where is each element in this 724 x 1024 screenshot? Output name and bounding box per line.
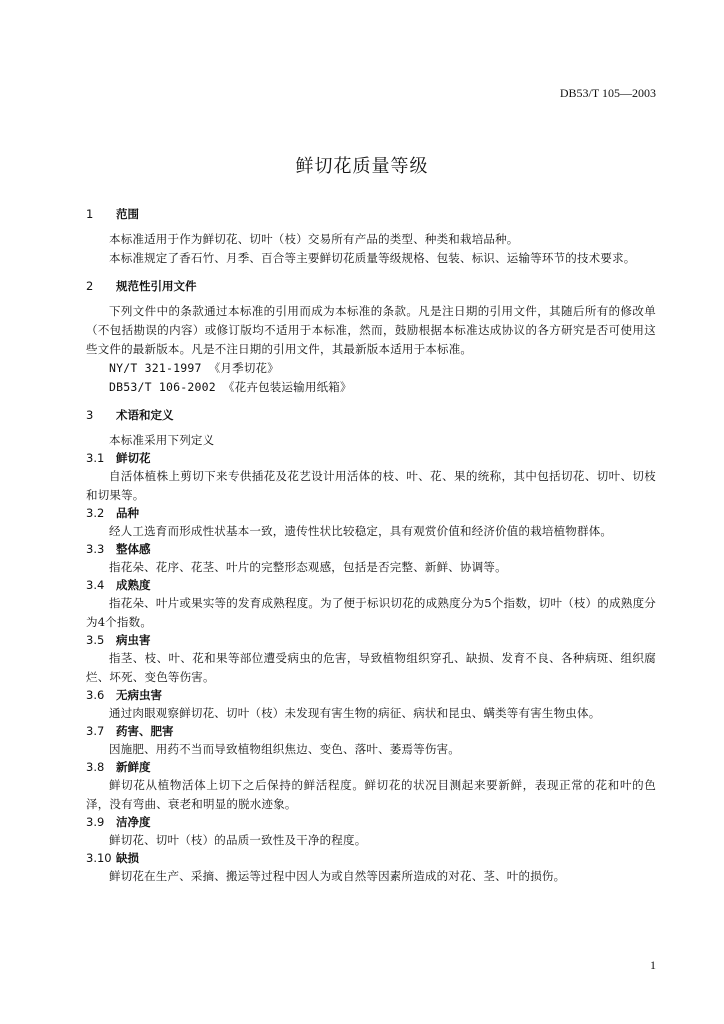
term-definition: 指花朵、花序、花茎、叶片的完整形态观感，包括是否完整、新鲜、协调等。: [109, 560, 507, 574]
term-heading: [86, 450, 656, 466]
term-title: 新鲜度: [116, 760, 151, 774]
paragraph: 下列文件中的条款通过本标准的引用而成为本标准的条款。凡是注日期的引用文件，其随后所有的修改单（不包括勘误的内容）或修订版均不适用于本标准，然而，鼓励根据本标准达成协议的各方研究是否可使用这些文件的最新版本。凡是不注日期的引用文件，其最新版本适用于本标准。: [86, 304, 656, 356]
term-definition: 指花朵、叶片或果实等的发育成熟程度。为了便于标识切花的成熟度分为5个指数，切叶（枝）的成熟度分为4个指数。: [86, 596, 656, 629]
section-title: 术语和定义: [116, 408, 174, 422]
section-number: 1: [86, 207, 94, 221]
term-definition: 经人工选育而形成性状基本一致，遗传性状比较稳定，具有观赏价值和经济价值的栽培植物群体。: [109, 524, 613, 538]
term-heading: [86, 577, 656, 593]
paragraph: 本标准规定了香石竹、月季、百合等主要鲜切花质量等级规格、包装、标识、运输等环节的技术要求。: [109, 251, 636, 265]
section-heading-normative-references: [86, 278, 656, 294]
term-definition: 鲜切花、切叶（枝）的品质一致性及干净的程度。: [109, 833, 367, 847]
term-definition: 自活体植株上剪切下来专供插花及花艺设计用活体的枝、叶、花、果的统称，其中包括切花、切叶、切枝和切果等。: [86, 469, 656, 502]
term-definition: 通过肉眼观察鲜切花、切叶（枝）未发现有害生物的病征、病状和昆虫、螨类等有害生物虫体。: [109, 706, 601, 720]
term-definition: 指茎、枝、叶、花和果等部位遭受病虫的危害，导致植物组织穿孔、缺损、发育不良、各种病斑、组织腐烂、坏死、变色等伤害。: [86, 651, 656, 684]
term-number: 3.2: [86, 506, 105, 520]
document-body: [86, 206, 656, 886]
term-number: 3.7: [86, 724, 105, 738]
term-title: 成熟度: [116, 578, 151, 592]
term-title: 整体感: [116, 542, 151, 556]
term-heading: [86, 687, 656, 703]
term-number: 3.9: [86, 815, 105, 829]
paragraph: 本标准适用于作为鲜切花、切叶（枝）交易所有产品的类型、种类和栽培品种。: [109, 232, 519, 246]
term-heading: [86, 850, 656, 866]
term-number: 3.8: [86, 760, 105, 774]
term-number: 3.10: [86, 851, 112, 865]
term-definition: 鲜切花在生产、采摘、搬运等过程中因人为或自然等因素所造成的对花、茎、叶的损伤。: [109, 869, 566, 883]
term-title: 无病虫害: [116, 688, 162, 702]
reference-item: DB53/T 106-2002 《花卉包装运输用纸箱》: [109, 380, 352, 394]
term-heading: [86, 505, 656, 521]
term-title: 洁净度: [116, 815, 151, 829]
section-title: 规范性引用文件: [116, 279, 197, 293]
section-heading-terms-definitions: [86, 407, 656, 423]
term-number: 3.4: [86, 578, 105, 592]
section-title: 范围: [116, 207, 139, 221]
term-number: 3.1: [86, 451, 105, 465]
term-heading: [86, 759, 656, 775]
term-definition: 因施肥、用药不当而导致植物组织焦边、变色、落叶、萎焉等伤害。: [109, 742, 460, 756]
section-number: 3: [86, 408, 94, 422]
term-heading: [86, 814, 656, 830]
term-title: 病虫害: [116, 633, 151, 647]
term-heading: [86, 541, 656, 557]
term-title: 药害、肥害: [116, 724, 174, 738]
term-title: 缺损: [116, 851, 139, 865]
term-heading: [86, 723, 656, 739]
term-number: 3.5: [86, 633, 105, 647]
term-number: 3.3: [86, 542, 105, 556]
term-definition: 鲜切花从植物活体上切下之后保持的鲜活程度。鲜切花的状况目测起来要新鲜，表现正常的花和叶的色泽，没有弯曲、衰老和明显的脱水迹象。: [86, 778, 656, 811]
section-heading-scope: [86, 206, 656, 222]
document-title: 鲜切花质量等级: [295, 156, 429, 177]
standard-code: DB53/T 105—2003: [559, 86, 656, 100]
term-title: 品种: [116, 506, 139, 520]
paragraph: 本标准采用下列定义: [109, 433, 215, 447]
term-title: 鲜切花: [116, 451, 151, 465]
reference-item: NY/T 321-1997 《月季切花》: [109, 361, 279, 375]
term-number: 3.6: [86, 688, 105, 702]
section-number: 2: [86, 279, 94, 293]
page-number: 1: [650, 958, 656, 972]
term-heading: [86, 632, 656, 648]
